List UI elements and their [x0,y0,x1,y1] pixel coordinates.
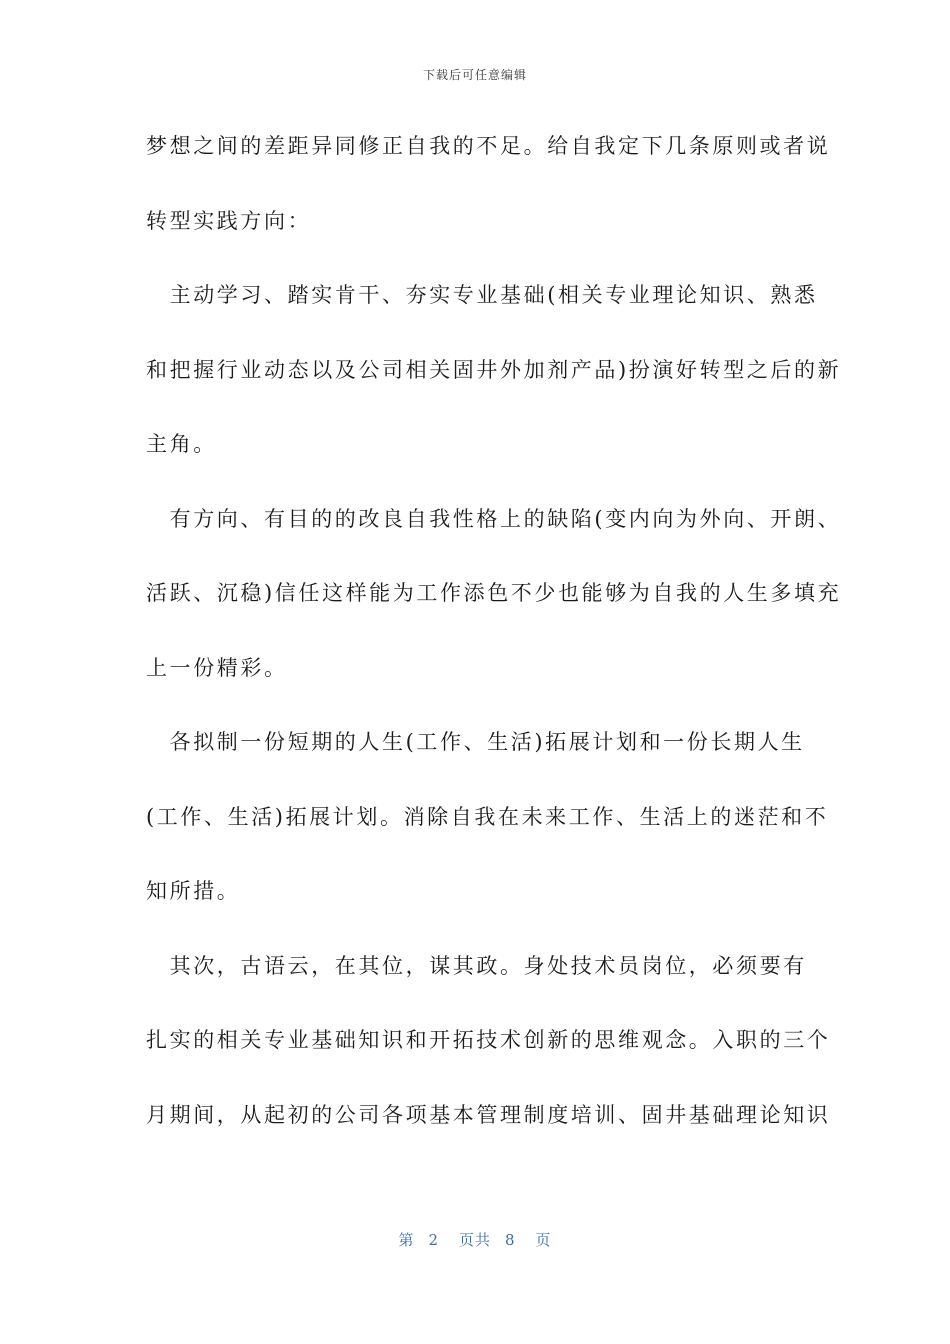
text-line: 月期间，从起初的公司各项基本管理制度培训、固井基础理论知识 [146,1102,831,1127]
total-pages-number: 8 [505,1231,516,1249]
footer-suffix: 页 [535,1231,552,1249]
text-line: 其次，古语云，在其位，谋其政。身处技术员岗位，必须要有 [146,953,807,978]
text-line: 主角。 [146,432,217,456]
text-line: 各拟制一份短期的人生(工作、生活)拓展计划和一份长期人生 [146,730,805,754]
text-line: 活跃、沉稳)信任这样能为工作添色不少也能够为自我的人生多填充 [146,581,842,605]
text-line: 梦想之间的差距异同修正自我的不足。给自我定下几条原则或者说 [146,134,831,158]
page-header: 下载后可任意编辑 [422,68,527,82]
page-footer [0,1229,950,1250]
text-line: 转型实践方向： [146,208,312,233]
footer-prefix: 第 [398,1231,415,1249]
text-line: 和把握行业动态以及公司相关固井外加剂产品)扮演好转型之后的新 [146,357,842,382]
current-page-number: 2 [428,1231,439,1249]
text-line: 上一份精彩。 [146,655,288,680]
text-line: 有方向、有目的的改良自我性格上的缺陷(变内向为外向、开朗、 [146,506,842,531]
document-body [146,126,842,1169]
text-line: 主动学习、踏实肯干、夯实专业基础(相关专业理论知识、熟悉 [146,283,818,307]
text-line: (工作、生活)拓展计划。消除自我在未来工作、生活上的迷茫和不 [146,804,829,829]
footer-middle: 页共 [458,1231,491,1249]
text-line: 扎实的相关专业基础知识和开拓技术创新的思维观念。入职的三个 [146,1028,831,1052]
text-line: 知所措。 [146,879,241,903]
